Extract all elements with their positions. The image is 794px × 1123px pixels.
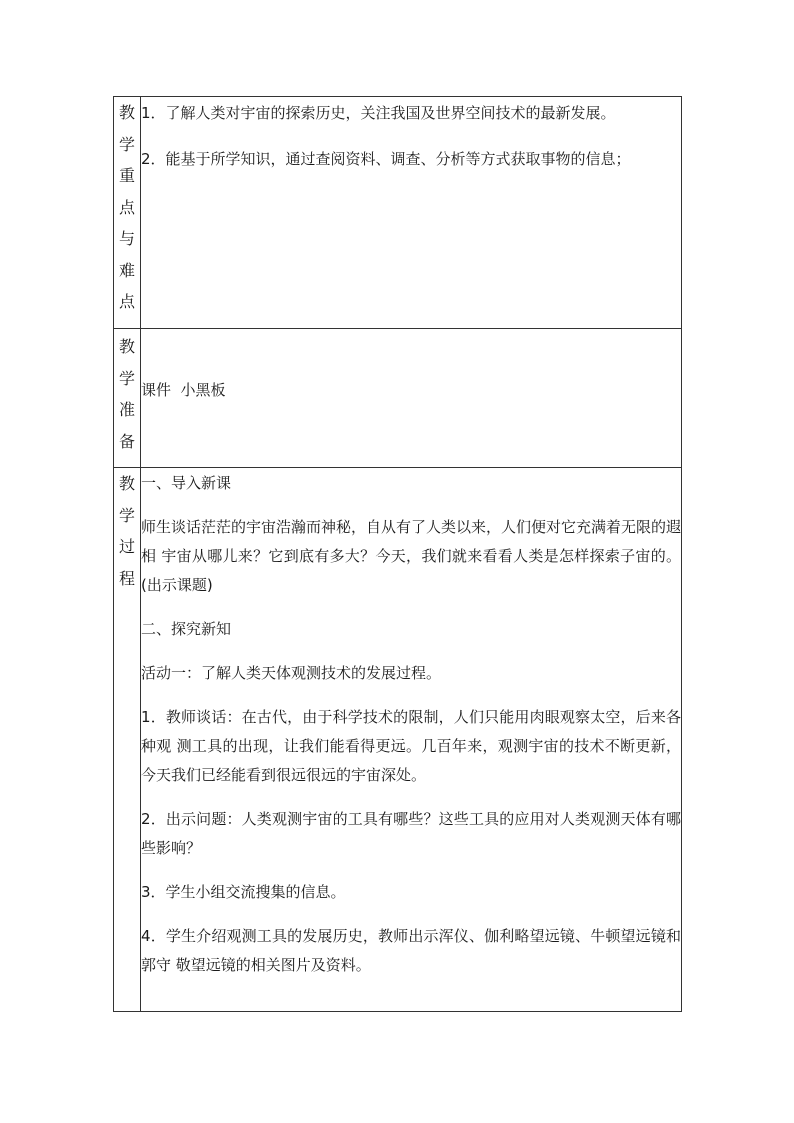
label-char: 过 (118, 537, 135, 556)
section-heading: 二、探究新知 (141, 620, 232, 638)
paragraph: 4．学生介绍观测工具的发展历史，教师出示浑仪、伽利略望远镜、牛顿望远镜和郭守 敬望远镜的相关图片及资料。 (141, 927, 681, 974)
label-char: 学 (118, 368, 135, 388)
label-char: 备 (118, 431, 135, 451)
label-char: 学 (118, 505, 135, 525)
label-char: 教 (118, 474, 135, 493)
row-content-key-points (141, 97, 682, 329)
paragraph: 1．了解人类对宇宙的探索历史，关注我国及世界空间技术的最新发展。 (141, 104, 616, 122)
paragraph: 课件 小黑板 (141, 381, 226, 399)
row-content-preparation (141, 329, 682, 468)
paragraph: 活动一：了解人类天体观测技术的发展过程。 (141, 664, 442, 682)
row-content-process (141, 468, 682, 1012)
label-char: 学 (118, 134, 135, 154)
paragraph: 3．学生小组交流搜集的信息。 (141, 883, 346, 901)
label-char: 点 (118, 197, 135, 217)
label-char: 准 (118, 400, 135, 419)
table-row-process (114, 468, 682, 1012)
table-row-key-points (114, 97, 682, 329)
label-char: 程 (118, 568, 135, 588)
lesson-plan-table (113, 96, 682, 1012)
row-label-key-points (114, 97, 141, 329)
label-char: 教 (118, 337, 135, 356)
label-char: 与 (118, 229, 135, 248)
paragraph: 师生谈话茫茫的宇宙浩瀚而神秘，自从有了人类以来，人们便对它充满着无限的遐相 宇宙从哪儿来？它到底有多大？今天，我们就来看看人类是怎样探索子宙的。(出示课题) (141, 518, 682, 594)
label-char: 点 (118, 292, 135, 311)
label-char: 教 (118, 103, 135, 122)
table-row-preparation (114, 329, 682, 468)
row-label-process (114, 468, 141, 1012)
row-label-preparation (114, 329, 141, 468)
section-heading: 一、导入新课 (141, 474, 232, 492)
paragraph: 2．出示问题：人类观测宇宙的工具有哪些？这些工具的应用对人类观测天体有哪些影响？ (141, 810, 681, 857)
paragraph: 1．教师谈话：在古代，由于科学技术的限制，人们只能用肉眼观察太空，后来各种观 测工具的出现，让我们能看得更远。几百年来，观测宇宙的技术不断更新，今天我们已经能看到很远很远的宇宙深处。 (141, 708, 681, 784)
label-char: 重 (118, 166, 135, 185)
paragraph: 2．能基于所学知识，通过查阅资料、调查、分析等方式获取事物的信息； (141, 150, 631, 168)
label-char: 难 (118, 260, 135, 280)
